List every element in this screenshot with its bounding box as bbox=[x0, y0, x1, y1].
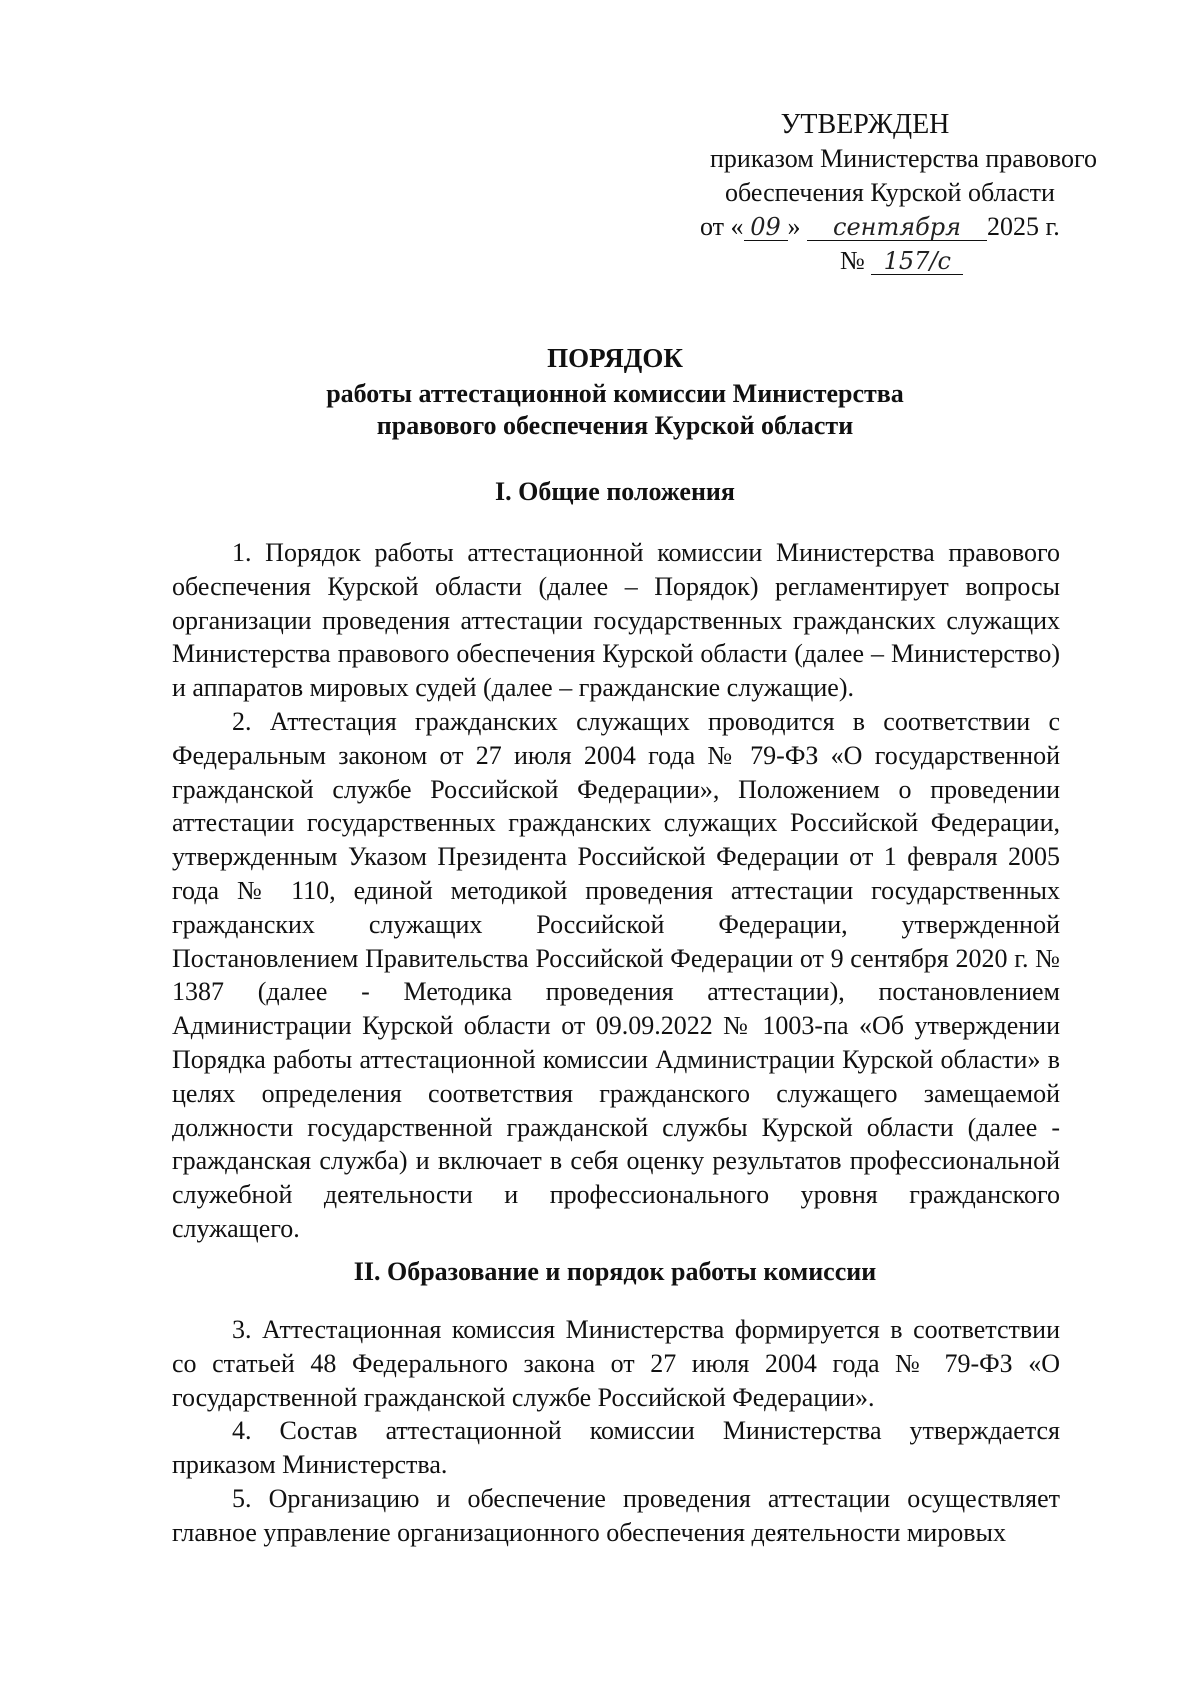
date-prefix: от « bbox=[700, 212, 744, 241]
date-year: 2025 г. bbox=[987, 212, 1060, 241]
approval-title: УТВЕРЖДЕН bbox=[780, 109, 950, 140]
handwritten-month: сентября bbox=[807, 214, 987, 241]
approval-date bbox=[700, 210, 1120, 244]
subtitle-line-1: работы аттестационной комиссии Министерства bbox=[326, 379, 904, 408]
date-mid: » bbox=[787, 212, 801, 241]
paragraph: 1. Порядок работы аттестационной комиссии Министерства правового обеспечения Курской области (далее – Порядок) регламентирует вопросы организации проведения аттестации государственных гражданских служащих Министерства правового обеспечения Курской области (далее – Министерство) и аппаратов мировых судей (далее – гражданские служащие). bbox=[172, 538, 1060, 703]
paragraph: 3. Аттестационная комиссия Министерства формируется в соответствии со статьей 48 Федерального закона от 27 июля 2004 года № 79-ФЗ «О государственной гражданской службе Российской Федерации». bbox=[172, 1315, 1060, 1412]
approval-stamp-block bbox=[700, 108, 1120, 278]
paragraph: 5. Организацию и обеспечение проведения аттестации осуществляет главное управление организационного обеспечения деятельности мировых bbox=[172, 1483, 1060, 1547]
subtitle-line-2: правового обеспечения Курской области bbox=[376, 411, 854, 440]
approval-line-1: приказом Министерства правового bbox=[710, 144, 1098, 173]
handwritten-day: 09 bbox=[744, 214, 788, 241]
document-subtitle bbox=[170, 378, 1060, 442]
document-title: ПОРЯДОК bbox=[547, 343, 683, 373]
section-heading: II. Образование и порядок работы комиссии bbox=[353, 1257, 877, 1286]
approval-number bbox=[840, 244, 1120, 278]
handwritten-number: 157/с bbox=[871, 248, 963, 275]
section-heading: I. Общие положения bbox=[495, 477, 735, 506]
number-prefix: № bbox=[840, 246, 865, 275]
section-body bbox=[172, 1313, 1060, 1550]
paragraph: 4. Состав аттестационной комиссии Министерства утверждается приказом Министерства. bbox=[172, 1416, 1060, 1480]
approval-line-2: обеспечения Курской области bbox=[725, 178, 1055, 207]
paragraph: 2. Аттестация гражданских служащих проводится в соответствии с Федеральным законом от 27 июля 2004 года № 79-ФЗ «О государственной гражданской службе Российской Федерации», Положением о проведении аттестации государственных гражданских служащих Российской Федерации, утвержденным Указом Президента Российской Федерации от 1 февраля 2005 года № 110, единой методикой проведения аттестации государственных гражданских служащих Российской Федерации, утвержденной Постановлением Правительства Российской Федерации от 9 сентября 2020 г. № 1387 (далее - Методика проведения аттестации), постановлением Администрации Курской области от 09.09.2022 № 1003-па «Об утверждении Порядка работы аттестационной комиссии Администрации Курской области» в целях определения соответствия гражданского служащего замещаемой должности государственной гражданской службы Курской области (далее - гражданская служба) и включает в себя оценку результатов профессиональной служебной деятельности и профессионального уровня гражданского служащего. bbox=[172, 706, 1060, 1243]
section-body bbox=[172, 536, 1060, 1246]
